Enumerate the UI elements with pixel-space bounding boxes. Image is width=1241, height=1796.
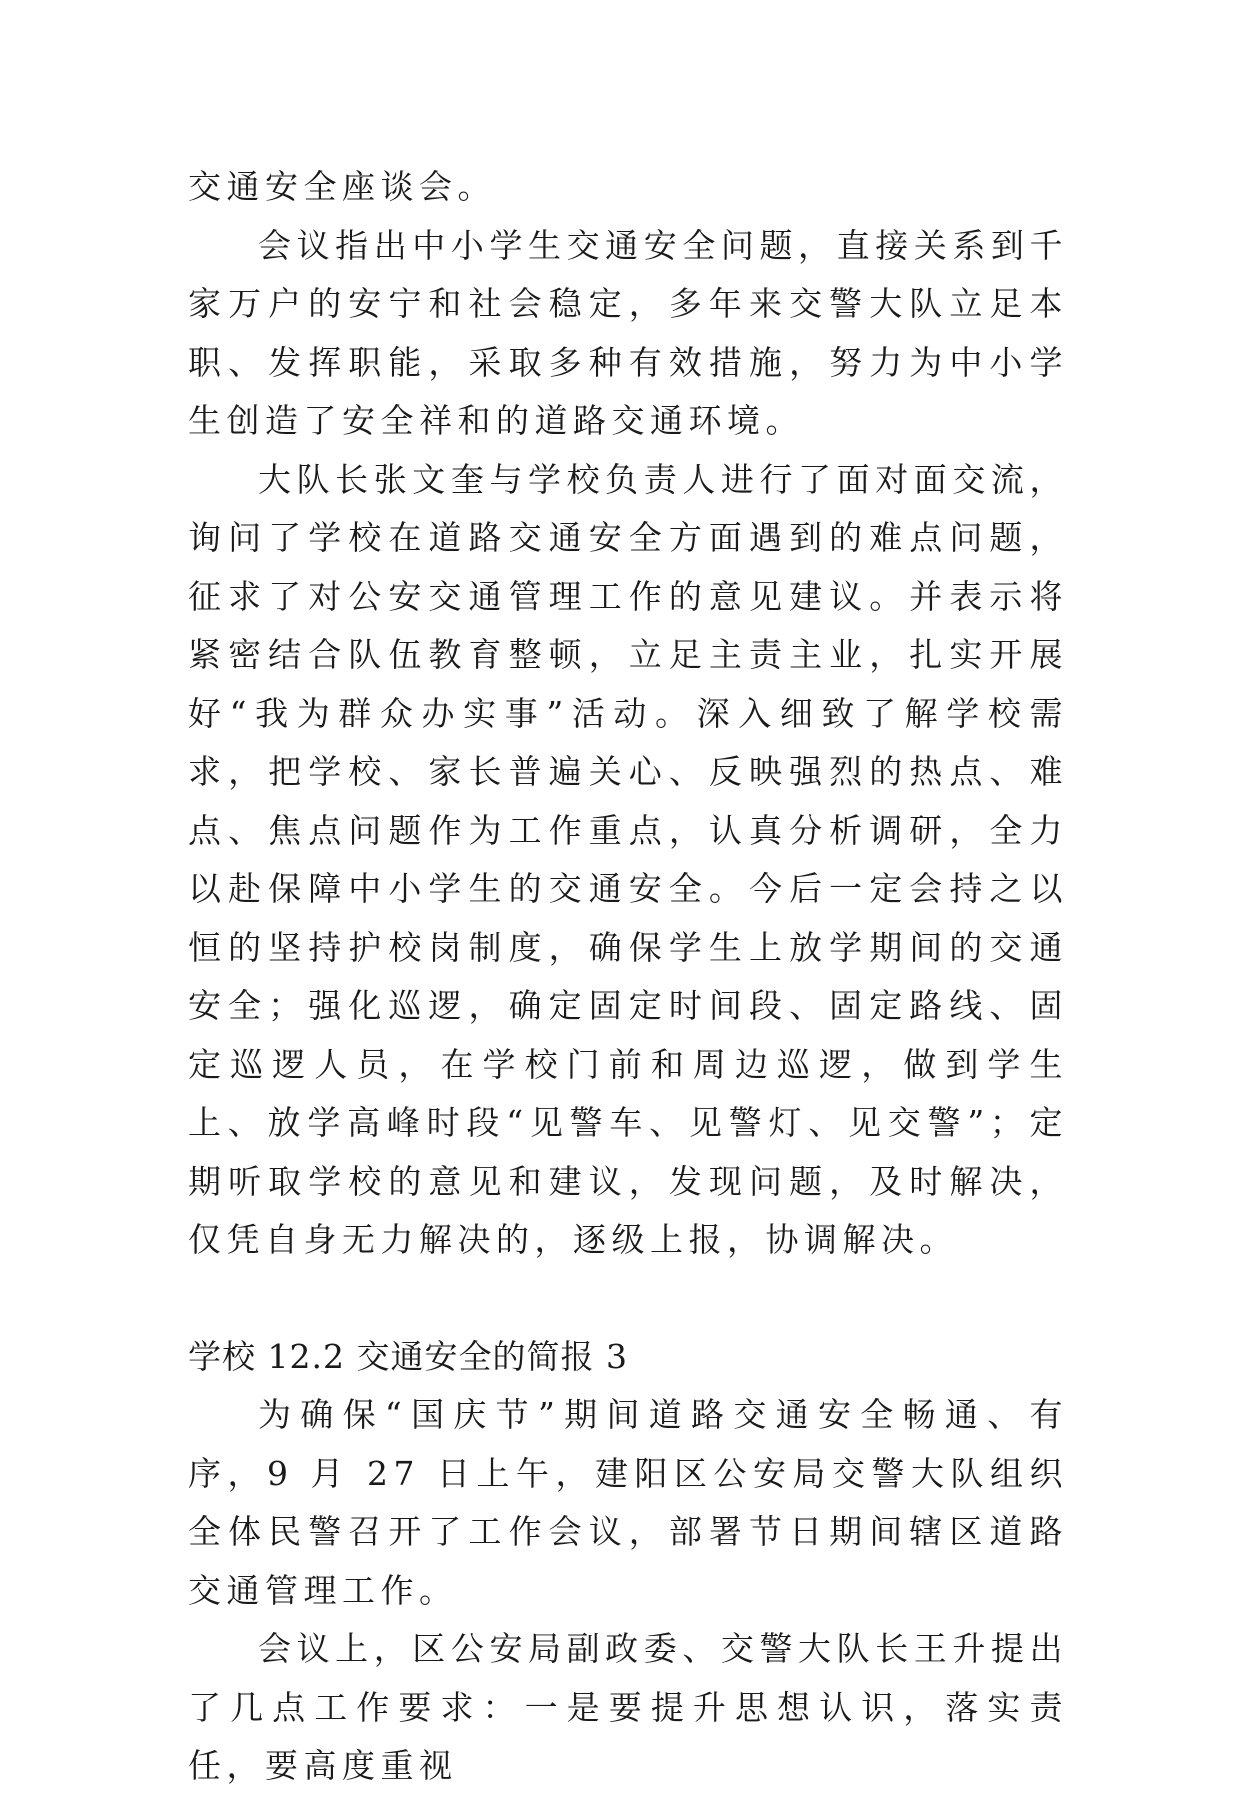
paragraph-meeting-summary: 会议指出中小学生交通安全问题，直接关系到千家万户的安宁和社会稳定，多年来交警大队立足本职、发挥职能，采取多种有效措施，努力为中小学生创造了安全祥和的道路交通环境。 xyxy=(188,225,1068,440)
document-body xyxy=(188,158,1068,1796)
paragraph-captain-exchange: 大队长张文奎与学校负责人进行了面对面交流，询问了学校在道路交通安全方面遇到的难点问题，征求了对公安交通管理工作的意见建议。并表示将紧密结合队伍教育整顿，立足主责主业，扎实开展好“我为群众办实事”活动。深入细致了解学校需求，把学校、家长普遍关心、反映强烈的热点、难点、焦点问题作为工作重点，认真分析调研，全力以赴保障中小学生的交通安全。今后一定会持之以恒的坚持护校岗制度，确保学生上放学期间的交通安全；强化巡逻，确定固定时间段、固定路线、固定巡逻人员，在学校门前和周边巡逻，做到学生上、放学高峰时段“见警车、见警灯、见交警”；定期听取学校的意见和建议，发现问题，及时解决，仅凭自身无力解决的，逐级上报，协调解决。 xyxy=(188,459,1068,1259)
paragraph-meeting-requirements: 会议上，区公安局副政委、交警大队长王升提出了几点工作要求：一是要提升思想认识，落实责任，要高度重视 xyxy=(188,1629,1068,1785)
section-title: 学校 12.2 交通安全的简报 3 xyxy=(188,1336,628,1376)
paragraph-continuation: 交通安全座谈会。 xyxy=(188,167,496,206)
paragraph-national-day: 为确保“国庆节”期间道路交通安全畅通、有序，9 月 27 日上午，建阳区公安局交警大队组织全体民警召开了工作会议，部署节日期间辖区道路交通管理工作。 xyxy=(188,1395,1068,1610)
